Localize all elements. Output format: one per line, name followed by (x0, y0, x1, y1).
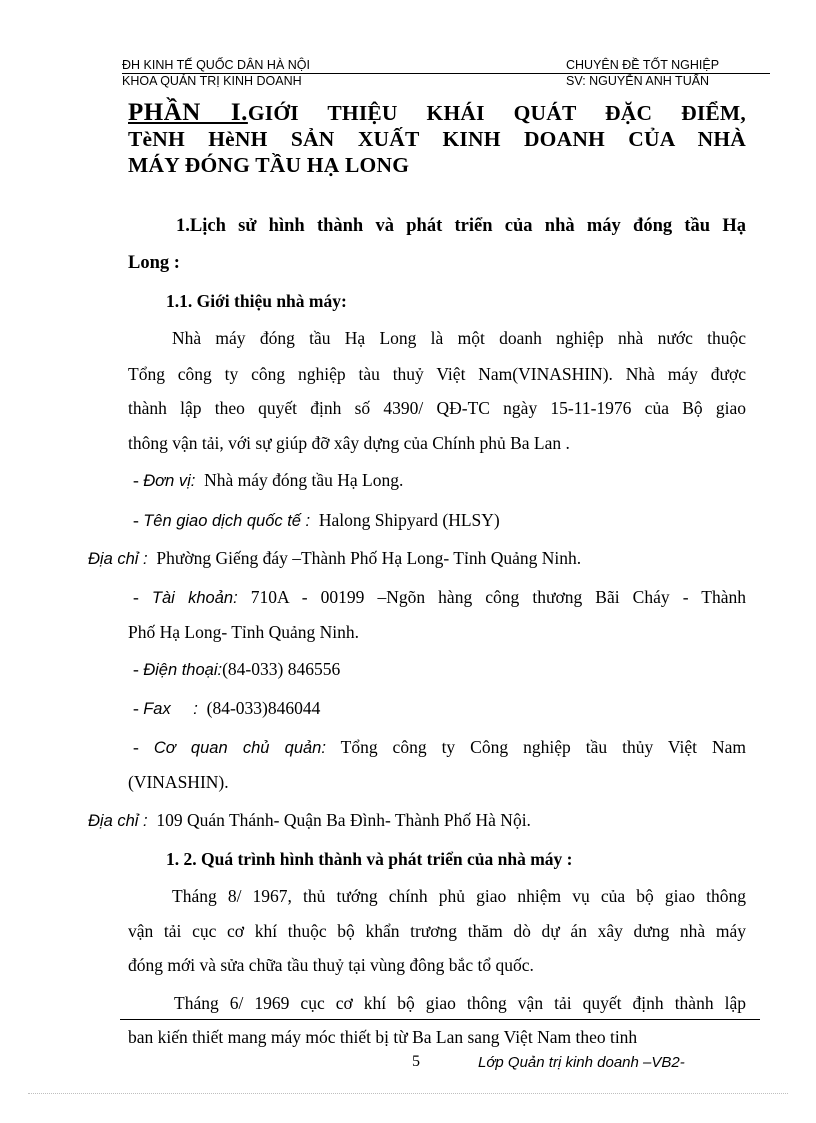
title-lead: PHẦN I. (128, 99, 248, 126)
para-history2-line-1: Tháng 6/ 1969 cục cơ khí bộ giao thông vận tải quyết định thành lập (174, 993, 746, 1013)
field-value: (84-033)846044 (206, 698, 321, 718)
field-label: Tài khoản: (151, 589, 238, 607)
field-dia-chi (88, 548, 581, 569)
field-ten-giao-dich: - Tên giao dịch quốc tế : Halong Shipyard (HLSY) (133, 510, 500, 530)
para-history-line-2: vận tải cục cơ khí thuộc bộ khẩn trương thăm dò dự án xây dưng nhà máy (128, 921, 746, 941)
title-line-1: PHẦN I.GIỚI THIỆU KHÁI QUÁT ĐẶC ĐIỂM, (128, 99, 746, 126)
field-fax: - Fax : (84-033)846044 (133, 698, 321, 718)
field-co-quan-cont: (VINASHIN). (128, 772, 229, 792)
para-intro-line-3: thành lập theo quyết định số 4390/ QĐ-TC ngày 15-11-1976 của Bộ giao (128, 398, 746, 418)
page-break-line (28, 1093, 788, 1094)
field-tai-khoan: - Tài khoản: 710A - 00199 –Ngõn hàng công thương Bãi Cháy - Thành (133, 587, 746, 607)
field-value: Nhà máy đóng tầu Hạ Long. (204, 470, 404, 490)
section-1-heading: 1.Lịch sử hình thành và phát triển của nhà máy đóng tầu Hạ (176, 216, 746, 236)
header-student: SV: NGUYỄN ANH TUẤN (566, 74, 710, 88)
field-dia-chi-2 (88, 810, 531, 831)
field-label: Fax : (143, 700, 198, 718)
section-1-heading-cont: Long : (128, 253, 180, 273)
footer-class: Lớp Quản trị kinh doanh –VB2- (478, 1054, 685, 1071)
field-label: Tên giao dịch quốc tế : (143, 512, 311, 530)
title-line-3: MÁY ĐÓNG TẦU HẠ LONG (128, 153, 410, 177)
field-label: Địa chỉ : (88, 550, 148, 568)
field-dien-thoai: - Điện thoại:(84-033) 846556 (133, 659, 341, 679)
field-value: 710A - 00199 –Ngõn hàng công thương Bãi Cháy - Thành (250, 587, 746, 607)
header-faculty: KHOA QUẢN TRỊ KINH DOANH (122, 74, 302, 88)
section-1-2-heading: 1. 2. Quá trình hình thành và phát triển của nhà máy : (166, 849, 573, 869)
para-history2-line-2: ban kiến thiết mang máy móc thiết bị từ Ba Lan sang Việt Nam theo tinh (128, 1027, 638, 1047)
field-label: Địa chỉ : (88, 812, 148, 830)
header-topic: CHUYÊN ĐỀ TỐT NGHIỆP (566, 58, 720, 72)
section-1-1-heading: 1.1. Giới thiệu nhà máy: (166, 291, 347, 311)
field-co-quan: - Cơ quan chủ quản: Tổng công ty Công nghiệp tầu thủy Việt Nam (133, 737, 746, 757)
field-label: Cơ quan chủ quản: (153, 739, 326, 757)
para-history-line-3: đóng mới và sửa chữa tầu thuỷ tại vùng đông bắc tổ quốc. (128, 955, 534, 975)
footer-rule (120, 1019, 760, 1020)
field-value: 109 Quán Thánh- Quận Ba Đình- Thành Phố Hà Nội. (156, 810, 531, 830)
field-tai-khoan-cont: Phố Hạ Long- Tỉnh Quảng Ninh. (128, 622, 360, 642)
field-value: (84-033) 846556 (222, 659, 341, 679)
field-label: Điện thoại: (143, 661, 223, 679)
header-school: ĐH KINH TẾ QUỐC DÂN HÀ NỘI (122, 58, 310, 72)
para-intro-line-1: Nhà máy đóng tầu Hạ Long là một doanh nghiệp nhà nước thuộc (172, 328, 746, 348)
page-number: 5 (412, 1053, 420, 1070)
field-don-vi: - Đơn vị: Nhà máy đóng tầu Hạ Long. (133, 470, 404, 490)
field-value: Tổng công ty Công nghiệp tầu thủy Việt Nam (340, 737, 746, 757)
page-title (128, 100, 746, 178)
para-history-line-1: Tháng 8/ 1967, thủ tướng chính phủ giao nhiệm vụ của bộ giao thông (172, 886, 746, 906)
title-line-2: TèNH HèNH SẢN XUẤT KINH DOANH CỦA NHÀ (128, 127, 746, 151)
field-label: Đơn vị: (143, 472, 196, 490)
para-intro-line-2: Tổng công ty công nghiệp tàu thuỷ Việt Nam(VINASHIN). Nhà máy được (128, 364, 746, 384)
field-value: Halong Shipyard (HLSY) (318, 510, 500, 530)
field-value: Phường Giếng đáy –Thành Phố Hạ Long- Tỉnh Quảng Ninh. (156, 548, 582, 568)
para-intro-line-4: thông vận tải, với sự giúp đỡ xây dựng của Chính phủ Ba Lan . (128, 433, 570, 453)
